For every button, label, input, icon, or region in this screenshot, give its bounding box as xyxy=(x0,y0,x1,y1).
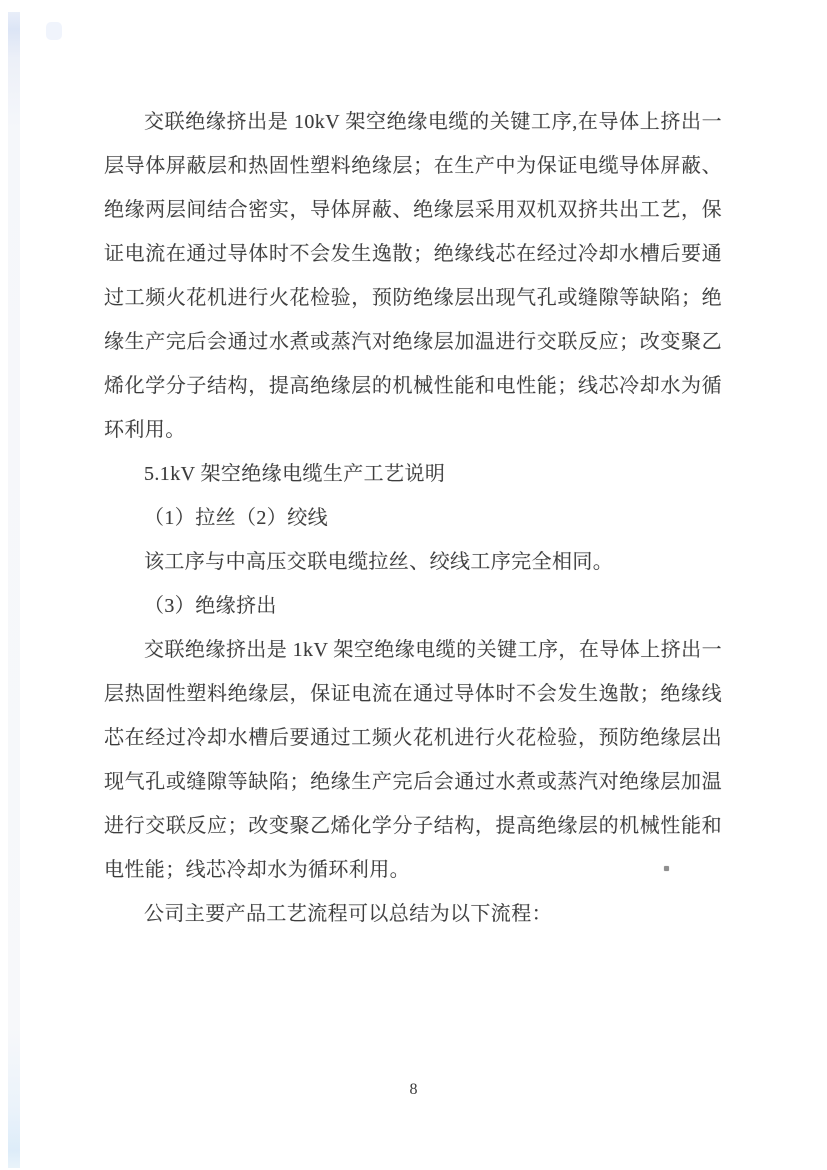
step-line-drawing-stranding: （1）拉丝（2）绞线 xyxy=(144,507,328,529)
body-line: 交联绝缘挤出是 1kV 架空绝缘电缆的关键工序，在导体上挤出一 xyxy=(144,639,722,661)
document-body xyxy=(104,100,722,936)
body-line: 现气孔或缝隙等缺陷；绝缘生产完后会通过水煮或蒸汽对绝缘层加温 xyxy=(104,771,722,793)
step-note-line: 该工序与中高压交联电缆拉丝、绞线工序完全相同。 xyxy=(144,551,614,573)
body-line: 交联绝缘挤出是 10kV 架空绝缘电缆的关键工序,在导体上挤出一 xyxy=(144,111,722,133)
body-line: 层导体屏蔽层和热固性塑料绝缘层；在生产中为保证电缆导体屏蔽、 xyxy=(104,155,722,177)
body-line: 电性能；线芯冷却水为循环利用。 xyxy=(104,859,410,881)
body-line: 烯化学分子结构，提高绝缘层的机械性能和电性能；线芯冷却水为循 xyxy=(104,375,722,397)
step-line-insulation-extrusion: （3）绝缘挤出 xyxy=(144,595,277,617)
paragraph-1kv-insulation-extrusion xyxy=(104,628,722,892)
body-line: 证电流在通过导体时不会发生逸散；绝缘线芯在经过冷却水槽后要通 xyxy=(104,243,722,265)
page-number: 8 xyxy=(409,1081,418,1098)
body-line: 芯在经过冷却水槽后要通过工频火花机进行火花检验，预防绝缘层出 xyxy=(104,727,722,749)
closing-line-process-summary: 公司主要产品工艺流程可以总结为以下流程： xyxy=(144,903,552,925)
body-line: 缘生产完后会通过水煮或蒸汽对绝缘层加温进行交联反应；改变聚乙 xyxy=(104,331,722,353)
body-line: 过工频火花机进行火花检验，预防绝缘层出现气孔或缝隙等缺陷；绝 xyxy=(104,287,722,309)
body-line: 绝缘两层间结合密实，导体屏蔽、绝缘层采用双机双挤共出工艺，保 xyxy=(104,199,722,221)
scan-edge-artifact xyxy=(8,12,20,1168)
paragraph-10kv-insulation-extrusion xyxy=(104,100,722,452)
section-heading-1kv-process: 5.1kV 架空绝缘电缆生产工艺说明 xyxy=(144,463,446,485)
body-line: 层热固性塑料绝缘层，保证电流在通过导体时不会发生逸散；绝缘线 xyxy=(104,683,722,705)
body-line: 进行交联反应；改变聚乙烯化学分子结构，提高绝缘层的机械性能和 xyxy=(104,815,722,837)
body-line: 环利用。 xyxy=(104,419,186,441)
scan-smudge-artifact xyxy=(46,22,62,40)
